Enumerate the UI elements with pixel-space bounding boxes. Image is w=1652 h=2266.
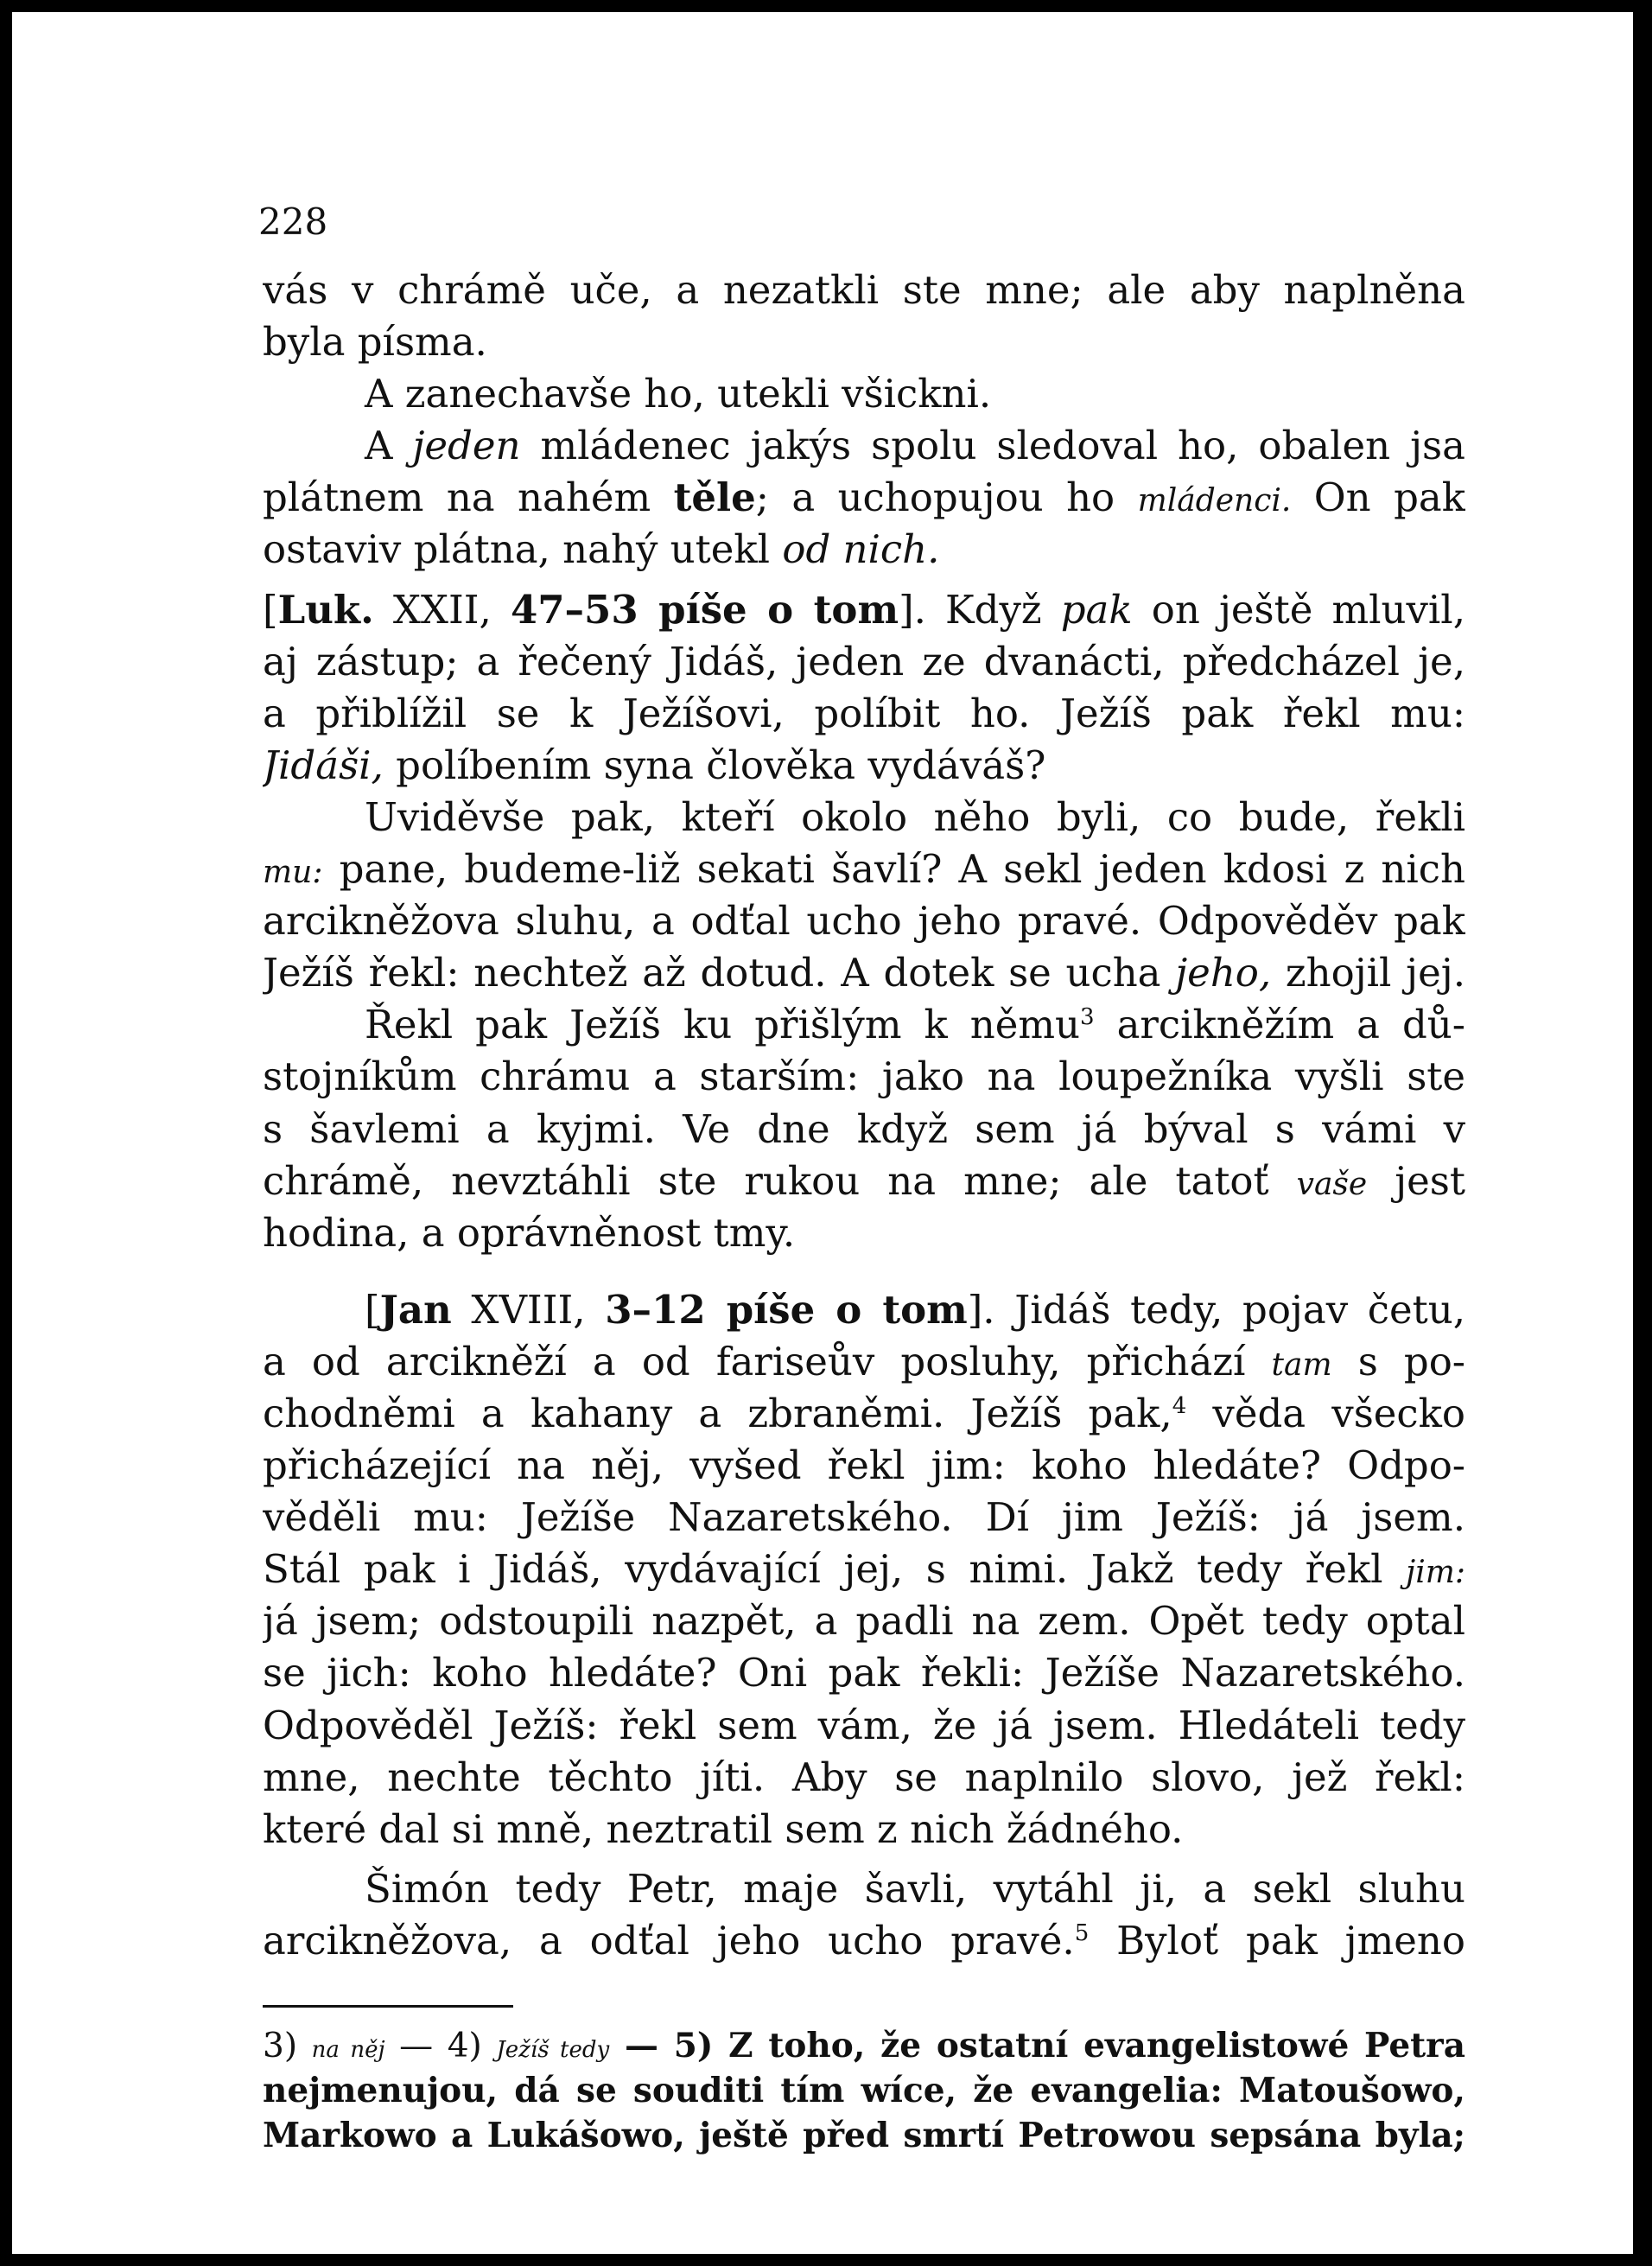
text-span: pane, budeme-liž sekati šavlí? A sekl jeden kdosi z nich	[322, 846, 1465, 893]
text-line	[263, 1104, 1465, 1155]
fraktur-span: Markowo a Lukášowo, ještě před smrtí Petrowou sepsána byla;	[263, 2116, 1465, 2155]
text-span: přicházející na něj, vyšed řekl jim: koho hledáte? Odpo-	[263, 1442, 1465, 1489]
paragraph-gap	[263, 1855, 1465, 1863]
fraktur-span: nejmenujou, dá se souditi tím wíce, že evangelia: Matoušowo,	[263, 2071, 1465, 2110]
text-line	[263, 1863, 1465, 1915]
text-span: políbením syna člověka vydáváš?	[383, 742, 1046, 788]
text-span: Uviděvše pak, kteří okolo něho byli, co bude, řekli	[365, 793, 1465, 840]
text-span: chrámě, nevztáhli ste rukou na mne; ale tatoť	[263, 1157, 1297, 1204]
fraktur-span: — 5) Z toho, že ostatní evangelistowé Petra	[609, 2026, 1465, 2065]
text-line	[263, 420, 1465, 472]
text-span: arcikněžím a dů-	[1094, 1002, 1465, 1048]
text-span: jest	[1367, 1157, 1465, 1204]
text-line	[263, 1647, 1465, 1699]
text-span: On pak	[1291, 474, 1465, 521]
italic-span: pak	[1060, 586, 1133, 633]
text-span: XXII,	[373, 586, 511, 633]
text-span: A zanechavše ho, utekli všickni.	[365, 371, 992, 417]
text-span: a od arcikněží a od fariseův posluhy, přichází	[263, 1338, 1272, 1384]
text-line	[263, 999, 1465, 1051]
text-span: arcikněžova sluhu, a odťal ucho jeho pravé. Odpověděv pak	[263, 898, 1465, 945]
text-span: stojníkům chrámu a starším: jako na loupežníka vyšli ste	[263, 1053, 1465, 1100]
footnote-line	[263, 2113, 1465, 2158]
text-span: on ještě mluvil,	[1132, 586, 1465, 633]
italic-span: mu:	[263, 855, 323, 891]
footnote-line	[263, 2068, 1465, 2113]
footnote-gap	[263, 1967, 1465, 2005]
text-span: Ježíš řekl: nechtež až dotud. A dotek se ucha	[263, 950, 1176, 996]
footnote-marker: 3	[1080, 1004, 1095, 1031]
text-line	[263, 947, 1465, 999]
text-line	[263, 1544, 1465, 1595]
text-span: Šimón tedy Petr, maje šavli, vytáhl ji, a sekl sluhu	[365, 1865, 1465, 1912]
italic-span: jeden	[412, 423, 521, 469]
text-line	[263, 1595, 1465, 1647]
fraktur-span: těle	[673, 474, 756, 521]
text-line	[263, 1804, 1465, 1855]
footnote-marker: 4	[1172, 1392, 1187, 1419]
text-line	[263, 792, 1465, 843]
text-span: vás v chrámě uče, a nezatkli ste mne; ale aby naplněna	[263, 267, 1465, 313]
text-span: věděli mu: Ježíše Nazaretského. Dí jim Ježíš: já jsem.	[263, 1494, 1465, 1541]
fraktur-span: 47–53 píše o tom	[510, 586, 899, 633]
paragraph-gap	[263, 1259, 1465, 1284]
text-line	[263, 264, 1465, 316]
text-span: aj zástup; a řečený Jidáš, jeden ze dvanácti, předcházel je,	[263, 638, 1465, 684]
text-span: ]. Jidáš tedy, pojav četu,	[967, 1286, 1465, 1333]
text-line	[263, 688, 1465, 740]
italic-span: Jidáši,	[263, 742, 384, 788]
text-span: XVIII,	[451, 1286, 606, 1333]
text-line	[263, 472, 1465, 524]
italic-span: na něj	[311, 2037, 385, 2063]
text-span: byla písma.	[263, 319, 487, 366]
text-span: hodina, a oprávněnost tmy.	[263, 1209, 796, 1256]
text-span: ]. Když	[899, 586, 1061, 633]
text-line	[263, 1752, 1465, 1804]
text-span: plátnem na nahém	[263, 474, 674, 521]
text-span: Byloť pak jmeno	[1089, 1917, 1465, 1964]
text-span: a přiblížil se k Ježíšovi, políbit ho. Ježíš pak řekl mu:	[263, 690, 1465, 736]
text-line	[263, 1492, 1465, 1544]
text-span: A	[365, 423, 413, 469]
text-line	[263, 1051, 1465, 1103]
text-span: já jsem; odstoupili nazpět, a padli na zem. Opět tedy optal	[263, 1598, 1465, 1645]
text-span: Řekl pak Ježíš ku přišlým k němu	[365, 1002, 1081, 1048]
fraktur-span: 3–12 píše o tom	[605, 1286, 968, 1333]
text-line	[263, 1336, 1465, 1388]
text-span: zhojil jej.	[1271, 950, 1465, 996]
italic-span: vaše	[1296, 1166, 1368, 1202]
italic-span: od nich.	[782, 526, 940, 573]
text-line	[263, 584, 1465, 636]
text-span: [	[365, 1286, 380, 1333]
text-span: věda všecko	[1186, 1390, 1465, 1436]
text-span: které dal si mně, neztratil sem z nich žádného.	[263, 1805, 1184, 1852]
text-span: ostaviv plátna, nahý utekl	[263, 526, 783, 573]
book-page	[12, 12, 1633, 2254]
text-line	[263, 316, 1465, 368]
footnote-marker: 5	[1074, 1919, 1090, 1946]
text-span: se jich: koho hledáte? Oni pak řekli: Ježíše Nazaretského.	[263, 1650, 1465, 1696]
text-span: — 4)	[384, 2027, 497, 2065]
text-span: mne, nechte těchto jíti. Aby se naplnilo slovo, jež řekl:	[263, 1754, 1465, 1800]
text-line	[263, 1915, 1465, 1967]
text-span: chodněmi a kahany a zbraněmi. Ježíš pak,	[263, 1390, 1172, 1436]
fraktur-span: Luk.	[277, 586, 374, 633]
footnote-divider	[263, 2005, 513, 2008]
italic-span: jeho,	[1175, 950, 1272, 996]
italic-span: Ježíš tedy	[496, 2037, 610, 2063]
text-line	[263, 843, 1465, 895]
text-span: [	[263, 586, 278, 633]
italic-span: jim:	[1406, 1555, 1465, 1591]
text-span: s šavlemi a kyjmi. Ve dne když sem já býval s vámi v	[263, 1105, 1465, 1152]
page-number: 228	[258, 201, 328, 243]
text-span: 3)	[263, 2027, 312, 2065]
text-line	[263, 1388, 1465, 1440]
text-line	[263, 1155, 1465, 1207]
text-line	[263, 1207, 1465, 1259]
text-line	[263, 895, 1465, 947]
text-span: arcikněžova, a odťal jeho ucho pravé.	[263, 1917, 1075, 1964]
italic-span: tam	[1271, 1346, 1332, 1383]
text-line	[263, 1284, 1465, 1336]
text-line	[263, 636, 1465, 688]
text-span: s po-	[1331, 1338, 1465, 1384]
body-text	[263, 264, 1465, 2158]
italic-span: mládenci.	[1137, 483, 1292, 519]
text-span: mládenec jakýs spolu sledoval ho, obalen jsa	[520, 423, 1465, 469]
text-line	[263, 1700, 1465, 1752]
text-span: Stál pak i Jidáš, vydávající jej, s nimi. Jakž tedy řekl	[263, 1546, 1407, 1593]
text-span: ; a uchopujou ho	[755, 474, 1138, 521]
text-line	[263, 368, 1465, 420]
footnote-line	[263, 2023, 1465, 2068]
text-line	[263, 740, 1465, 792]
paragraph-gap	[263, 576, 1465, 584]
text-span: Odpověděl Ježíš: řekl sem vám, že já jsem. Hledáteli tedy	[263, 1702, 1465, 1748]
text-line	[263, 1440, 1465, 1492]
text-line	[263, 524, 1465, 576]
fraktur-span: Jan	[379, 1286, 452, 1333]
